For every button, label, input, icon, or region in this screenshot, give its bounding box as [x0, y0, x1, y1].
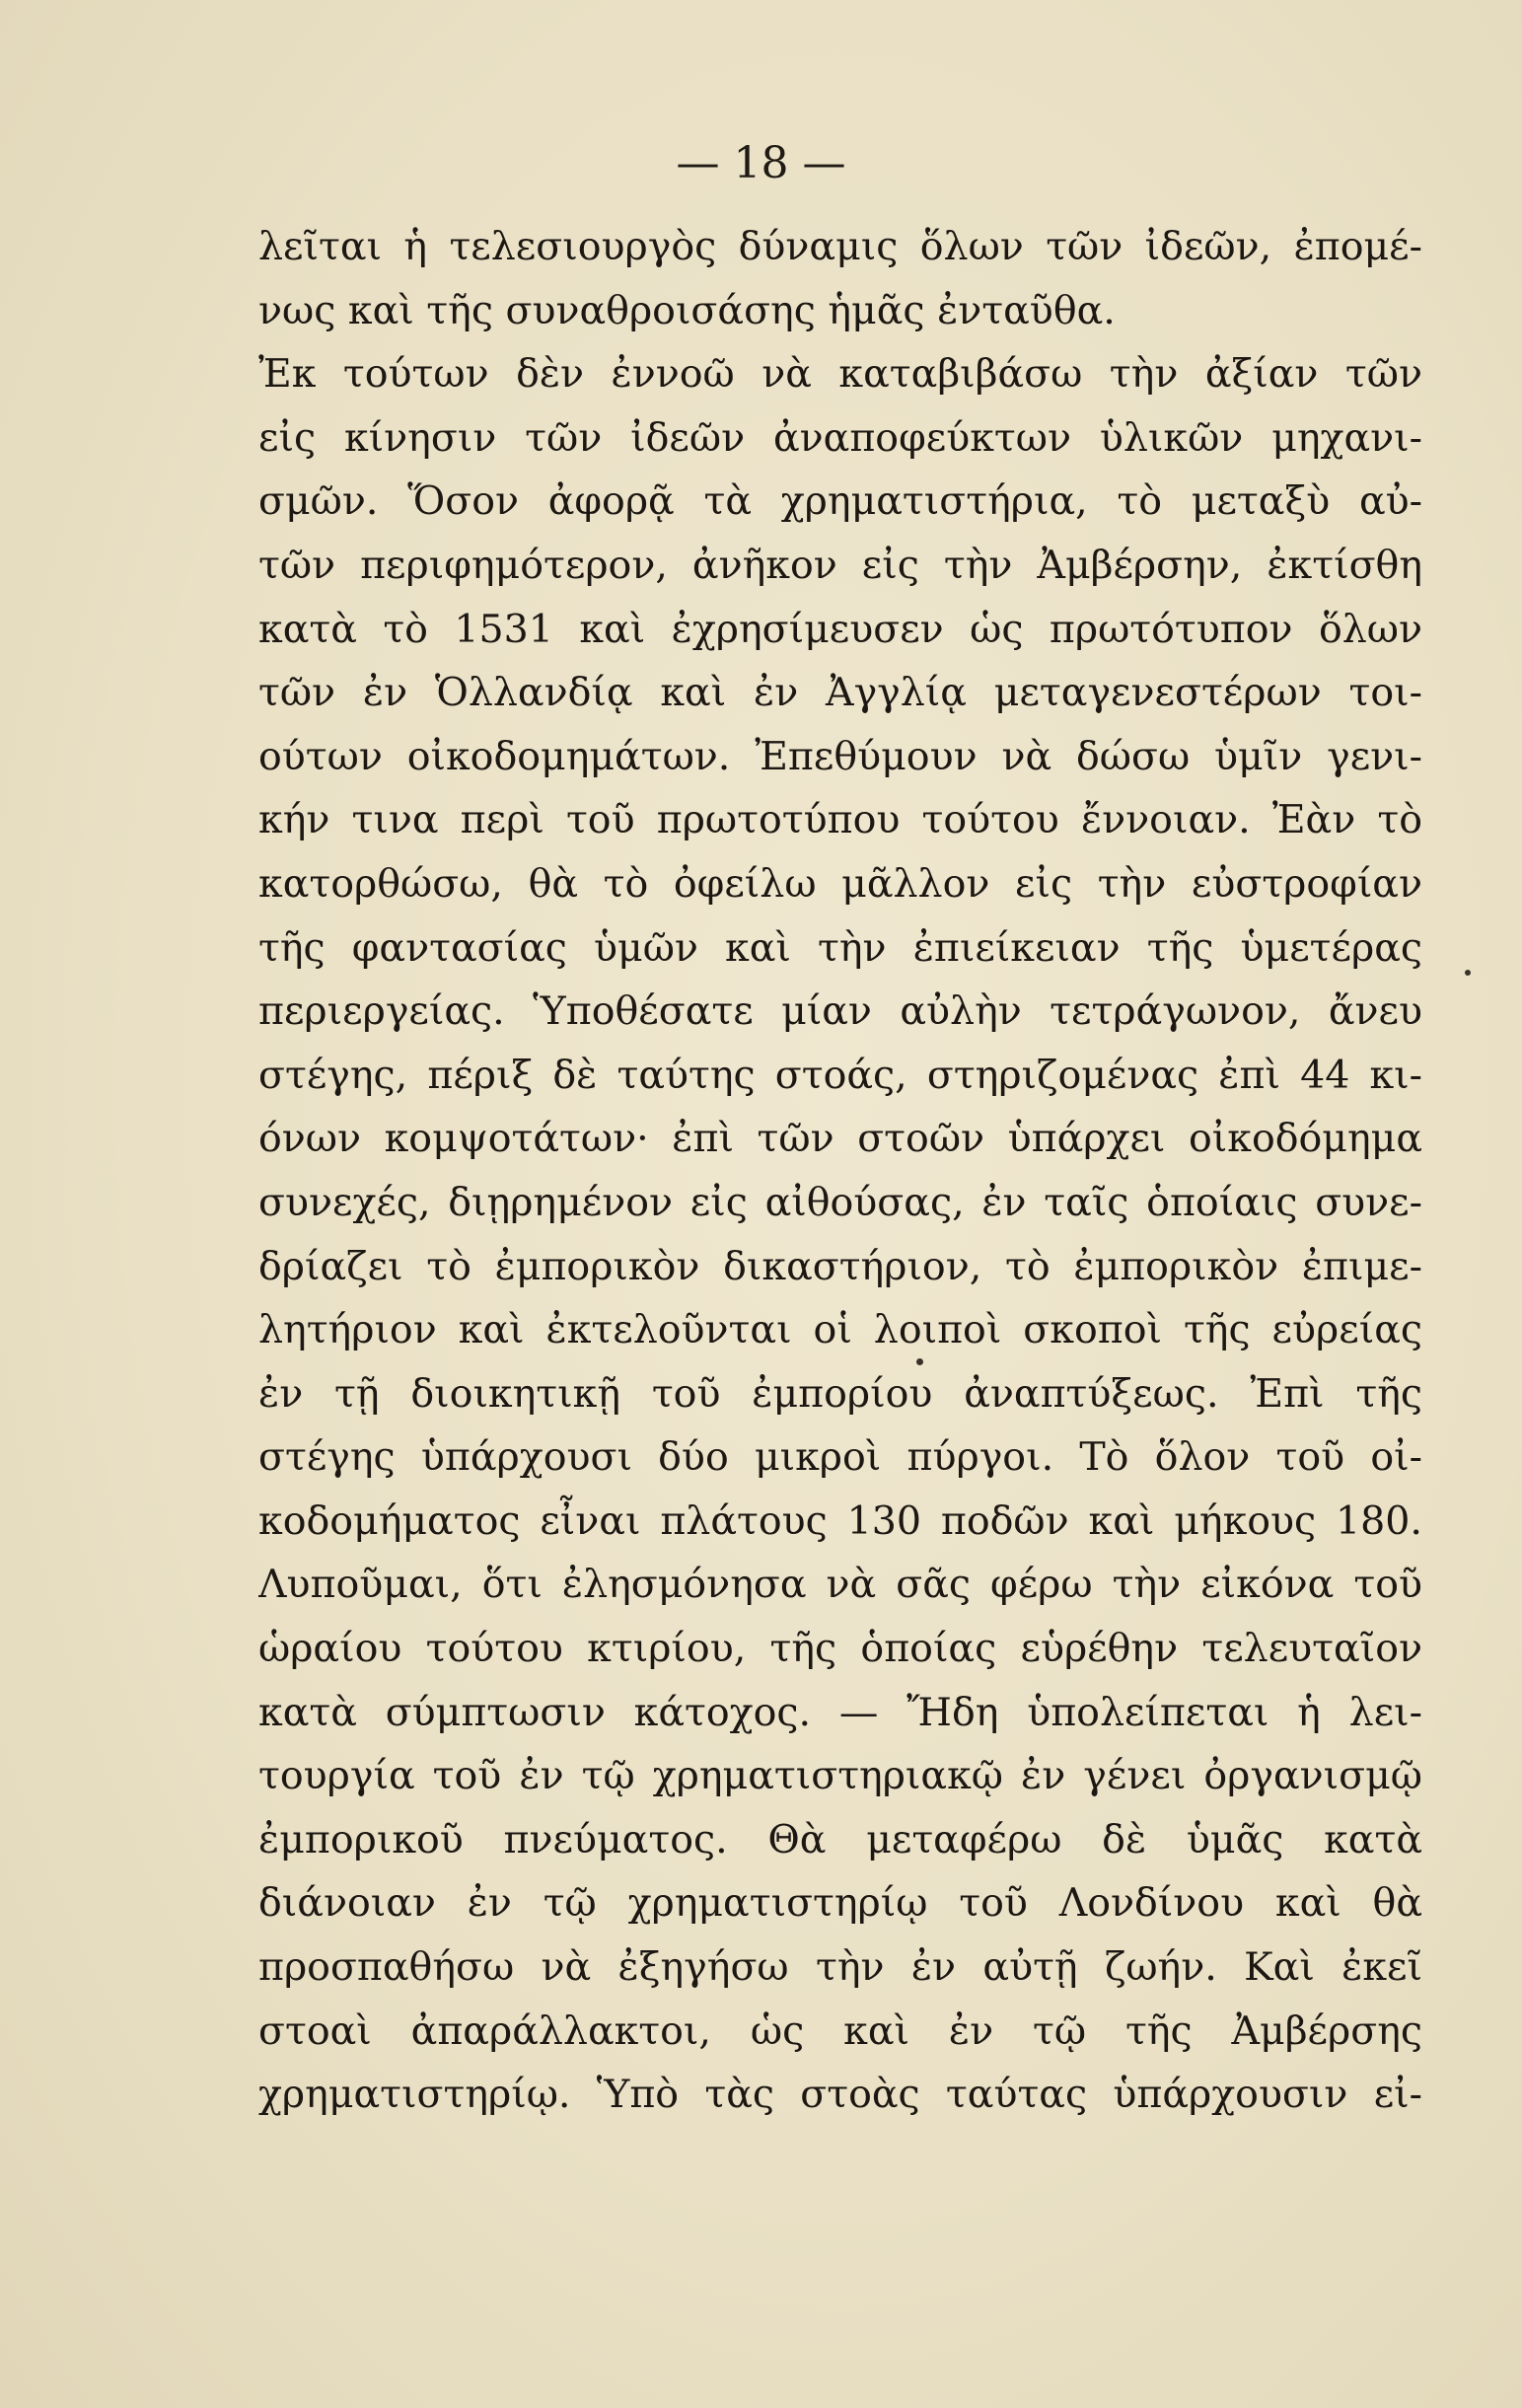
- text-line: τῆς φαντασίας ὑμῶν καὶ τὴν ἐπιείκειαν τῆς ὑμετέρας: [258, 924, 1422, 971]
- text-line: τῶν περιφημότερον, ἀνῆκον εἰς τὴν Ἀμβέρσην, ἐκτίσθη: [258, 542, 1422, 588]
- ink-speck: [916, 1358, 923, 1365]
- text-line: τῶν ἐν Ὁλλανδίᾳ καὶ ἐν Ἀγγλίᾳ μεταγενεστέρων τοι-: [258, 670, 1422, 716]
- text-line: τουργία τοῦ ἐν τῷ χρηματιστηριακῷ ἐν γένει ὀργανισμῷ: [258, 1753, 1422, 1799]
- text-line: κατορθώσω, θὰ τὸ ὀφείλω μᾶλλον εἰς τὴν εὐστροφίαν: [258, 860, 1422, 907]
- body-text: [258, 215, 1422, 2127]
- text-line: δρίαζει τὸ ἐμπορικὸν δικαστήριον, τὸ ἐμπορικὸν ἐπιμε-: [258, 1243, 1422, 1289]
- text-line: περιεργείας. Ὑποθέσατε μίαν αὐλὴν τετράγωνον, ἄνευ: [258, 988, 1422, 1035]
- text-line: ὡραίου τούτου κτιρίου, τῆς ὁποίας εὑρέθην τελευταῖον: [258, 1626, 1422, 1672]
- text-line: λητήριον καὶ ἐκτελοῦνται οἱ λοιποὶ σκοποὶ τῆς εὐρείας: [258, 1307, 1422, 1353]
- page-number: — 18 —: [676, 138, 846, 188]
- text-line: σμῶν. Ὅσον ἀφορᾷ τὰ χρηματιστήρια, τὸ μεταξὺ αὐ-: [258, 478, 1422, 525]
- text-line: νως καὶ τῆς συναθροισάσης ἡμᾶς ἐνταῦθα.: [258, 287, 1116, 333]
- text-line: λεῖται ἡ τελεσιουργὸς δύναμις ὅλων τῶν ἰδεῶν, ἐπομέ-: [258, 224, 1422, 269]
- text-line: Λυποῦμαι, ὅτι ἐλησμόνησα νὰ σᾶς φέρω τὴν εἰκόνα τοῦ: [258, 1562, 1422, 1608]
- text-line: εἰς κίνησιν τῶν ἰδεῶν ἀναποφεύκτων ὑλικῶν μηχανι-: [258, 414, 1422, 461]
- text-line: στέγης, πέριξ δὲ ταύτης στοάς, στηριζομένας ἐπὶ 44 κι-: [258, 1052, 1422, 1098]
- text-line: κήν τινα περὶ τοῦ πρωτοτύπου τούτου ἔννοιαν. Ἐὰν τὸ: [258, 797, 1422, 843]
- text-line: κατὰ τὸ 1531 καὶ ἐχρησίμευσεν ὡς πρωτότυπον ὅλων: [258, 606, 1422, 652]
- text-line: κατὰ σύμπτωσιν κάτοχος. — Ἤδη ὑπολείπεται ἡ λει-: [258, 1689, 1422, 1735]
- text-line: στέγης ὑπάρχουσι δύο μικροὶ πύργοι. Τὸ ὅλον τοῦ οἰ-: [258, 1434, 1422, 1481]
- text-line: χρηματιστηρίῳ. Ὑπὸ τὰς στοὰς ταύτας ὑπάρχουσιν εἰ-: [258, 2072, 1422, 2118]
- text-line: ἐμπορικοῦ πνεύματος. Θὰ μεταφέρω δὲ ὑμᾶς κατὰ: [258, 1816, 1422, 1862]
- text-line: Ἐκ τούτων δὲν ἐννοῶ νὰ καταβιβάσω τὴν ἀξίαν τῶν: [258, 351, 1422, 398]
- text-line: στοαὶ ἀπαράλλακτοι, ὡς καὶ ἐν τῷ τῆς Ἀμβέρσης: [258, 2007, 1422, 2054]
- text-line: κοδομήματος εἶναι πλάτους 130 ποδῶν καὶ μήκους 180.: [258, 1497, 1422, 1544]
- text-line: όνων κομψοτάτων· ἐπὶ τῶν στοῶν ὑπάρχει οἰκοδόμημα: [258, 1116, 1422, 1162]
- text-line: προσπαθήσω νὰ ἐξηγήσω τὴν ἐν αὐτῇ ζωήν. Καὶ ἐκεῖ: [258, 1944, 1422, 1991]
- text-line: ἐν τῇ διοικητικῇ τοῦ ἐμπορίου ἀναπτύξεως. Ἐπὶ τῆς: [258, 1370, 1422, 1417]
- text-line: ούτων οἰκοδομημάτων. Ἐπεθύμουν νὰ δώσω ὑμῖν γενι-: [258, 733, 1422, 779]
- text-line: διάνοιαν ἐν τῷ χρηματιστηρίῳ τοῦ Λονδίνου καὶ θὰ: [258, 1880, 1422, 1927]
- ink-speck: [1465, 970, 1471, 976]
- text-line: συνεχές, διῃρημένον εἰς αἰθούσας, ἐν ταῖς ὁποίαις συνε-: [258, 1179, 1422, 1225]
